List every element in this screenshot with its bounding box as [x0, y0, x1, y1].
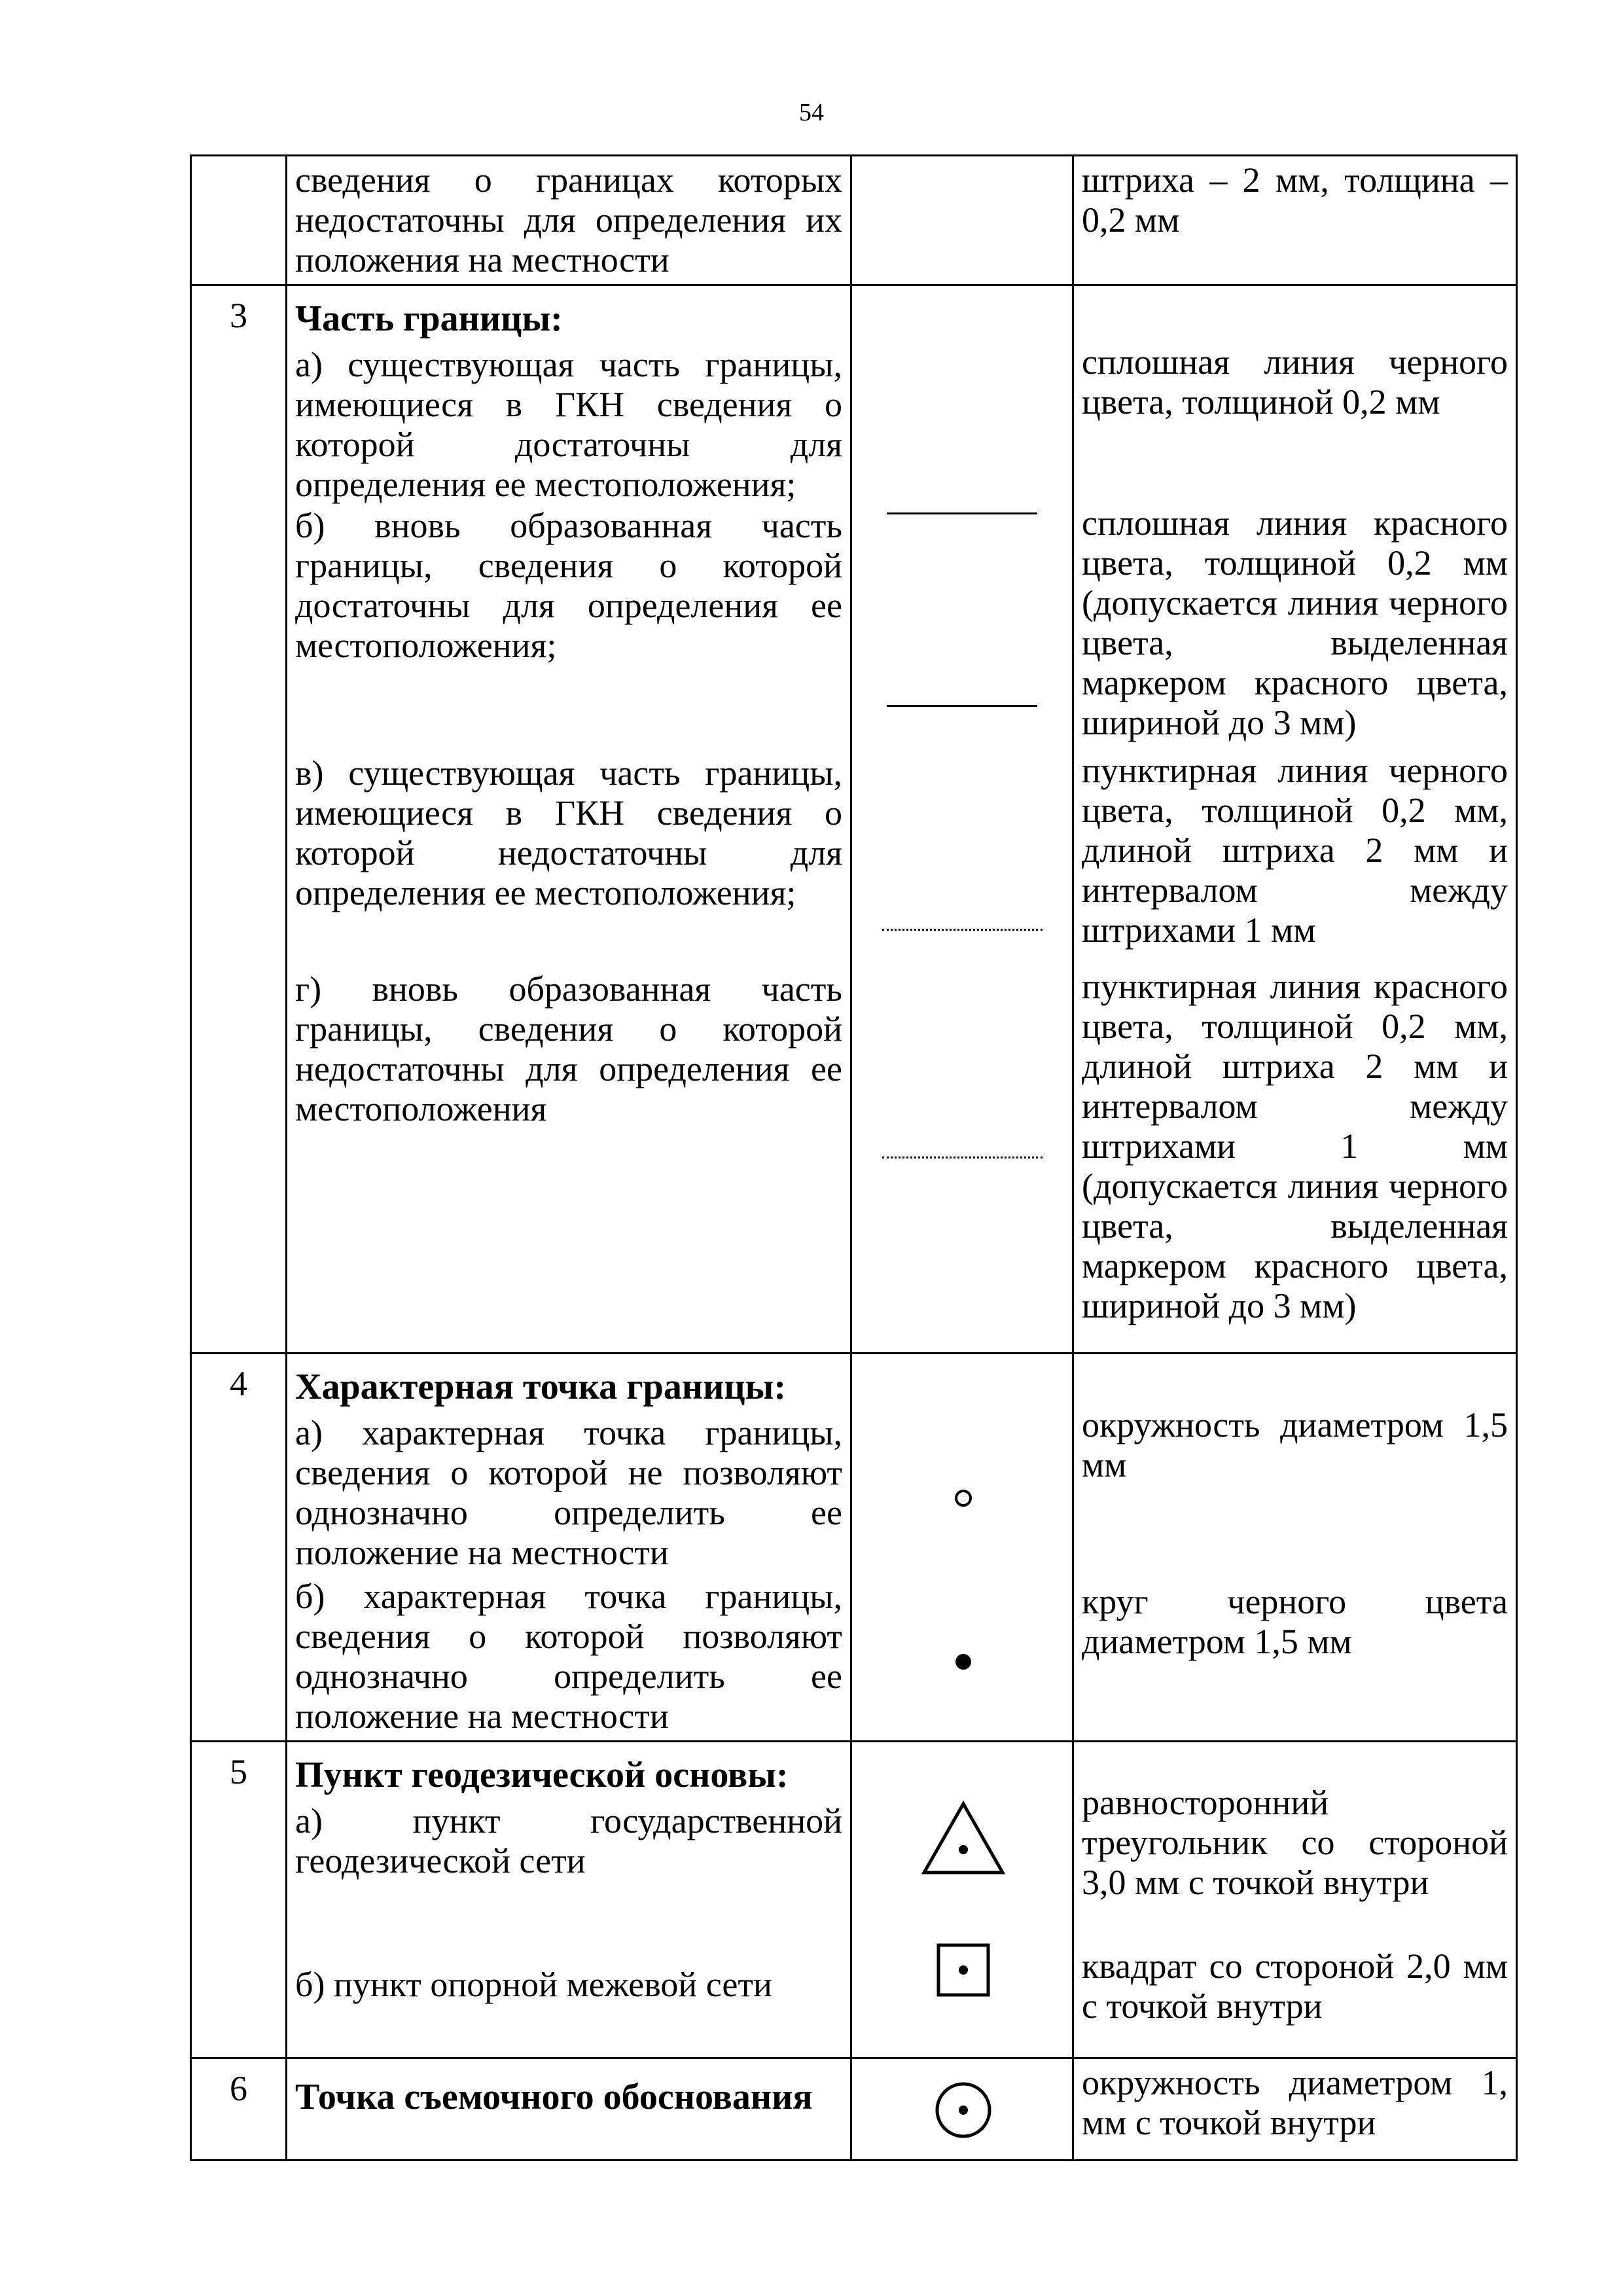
solid-line-symbol [887, 705, 1037, 707]
dotted-line-symbol [882, 929, 1043, 931]
page-number: 54 [799, 99, 824, 126]
row-number: 4 [191, 1354, 287, 1742]
item-text: в) существующая часть границы, имеющиеся в ГКН сведения о которой недостаточны для определения ее местоположения; [295, 753, 842, 912]
row-text [287, 285, 851, 1354]
symbol-cell [851, 2058, 1073, 2161]
row-number: 5 [191, 1742, 287, 2058]
symbol-description [1073, 285, 1517, 1354]
item-text: г) вновь образованная часть границы, сведения о которой недостаточны для определения ее местоположения [295, 969, 842, 1128]
legend-table [190, 154, 1518, 2161]
triangle-dot-icon [918, 1797, 1009, 1882]
table-row [191, 2058, 1517, 2161]
section-heading: Точка съемочного обоснования [295, 2077, 813, 2117]
item-text: б) вновь образованная часть границы, сведения о которой достаточны для определения ее местоположения; [295, 506, 842, 665]
row-text: сведения о границах которых недостаточны для определения их положения на местности [287, 156, 851, 285]
symbol-cell [851, 1742, 1073, 2058]
filled-dot-icon [937, 1636, 990, 1688]
row-number: 3 [191, 285, 287, 1354]
row-text [287, 1742, 851, 2058]
item-text: б) пункт опорной межевой сети [295, 1965, 772, 2004]
solid-line-symbol [887, 512, 1037, 514]
small-circle-icon [937, 1472, 990, 1524]
section-heading: Пункт геодезической основы: [295, 1755, 789, 1795]
item-desc: окружность диаметром 1,5 мм [1082, 1405, 1508, 1484]
item-text: б) характерная точка границы, сведения о которой позволяют однозначно определить ее положение на местности [295, 1577, 842, 1736]
row-text [287, 1354, 851, 1742]
item-desc: сплошная линия черного цвета, толщиной 0,2 мм [1082, 342, 1508, 422]
item-desc: сплошная линия красного цвета, толщиной 0,2 мм (допускается линия черного цвета, выделенная маркером красного цвета, шириной до 3 мм) [1082, 503, 1508, 742]
item-text: а) пункт государственной геодезической сети [295, 1801, 842, 1880]
symbol-description [1073, 1742, 1517, 2058]
symbol-cell [851, 285, 1073, 1354]
table-row [191, 285, 1517, 1354]
item-text: а) существующая часть границы, имеющиеся в ГКН сведения о которой достаточны для определения ее местоположения; [295, 345, 842, 504]
table-row [191, 1354, 1517, 1742]
dotted-line-symbol [882, 1157, 1043, 1158]
row-number [191, 156, 287, 285]
symbol-cell [851, 156, 1073, 285]
item-desc: равносторонний треугольник со стороной 3,0 мм с точкой внутри [1082, 1783, 1508, 1902]
table-row [191, 156, 1517, 285]
symbol-description: штриха – 2 мм, толщина – 0,2 мм [1073, 156, 1517, 285]
section-heading: Характерная точка границы: [295, 1367, 786, 1407]
item-desc: пунктирная линия черного цвета, толщиной 0,2 мм, длиной штриха 2 мм и интервалом между штрихами 1 мм [1082, 751, 1508, 950]
square-dot-icon [931, 1937, 996, 2003]
row-number: 6 [191, 2058, 287, 2161]
item-desc: пунктирная линия красного цвета, толщиной 0,2 мм, длиной штриха 2 мм и интервалом между штрихами 1 мм (допускается линия черного цвета, выделенная маркером красного цвета, шириной до 3 мм) [1082, 967, 1508, 1325]
table-row [191, 1742, 1517, 2058]
section-heading: Часть границы: [295, 298, 563, 339]
symbol-cell [851, 1354, 1073, 1742]
item-desc: квадрат со стороной 2,0 мм с точкой внутри [1082, 1946, 1508, 2026]
item-desc: круг черного цвета диаметром 1,5 мм [1082, 1582, 1508, 1661]
circle-dot-icon [931, 2077, 996, 2143]
symbol-description [1073, 1354, 1517, 1742]
symbol-description: окружность диаметром 1, мм с точкой внутри [1073, 2058, 1517, 2161]
item-text: а) характерная точка границы, сведения о которой не позволяют однозначно определить ее положение на местности [295, 1413, 842, 1572]
row-text [287, 2058, 851, 2161]
